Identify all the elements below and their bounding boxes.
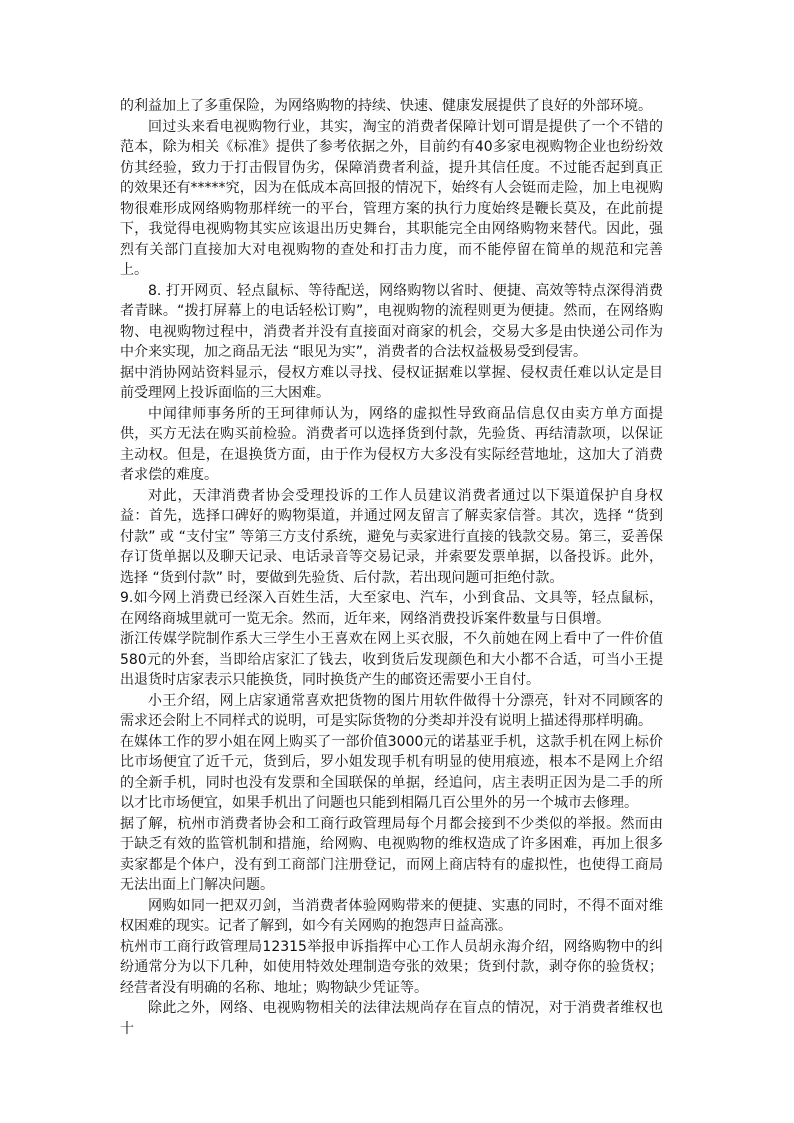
paragraph-4: 据中消协网站资料显示，侵权方难以寻找、侵权证据难以掌握、侵权责任难以认定是目前受理网上投诉面临的三大困难。 (120, 364, 663, 401)
paragraph-11: 据了解，杭州市消费者协会和工商行政管理局每个月都会接到不少类似的举报。然而由于缺乏有效的监管机制和措施，给网购、电视购物的维权造成了许多困难，再加上很多卖家都是个体户，没有到工商部门注册登记，而网上商店特有的虚拟性，也使得工商局无法出面上门解决问题。 (120, 815, 663, 893)
paragraph-14: 除此之外，网络、电视购物相关的法律法规尚存在盲点的情况，对于消费者维权也十 (120, 1000, 663, 1037)
paragraph-6: 对此，天津消费者协会受理投诉的工作人员建议消费者通过以下渠道保护自身权益：首先，选择口碑好的购物渠道，并通过网友留言了解卖家信誉。其次，选择 “货到付款” 或 “支付宝” 等第三方支付系统，避免与卖家进行直接的钱款交易。第三，妥善保存订货单据以及聊天记录、电话录音等交易记录，并索要发票单据，以备投诉。此外，选择 “货到付款” 时，要做到先验货、后付款，若出现问题可拒绝付款。 (120, 487, 663, 586)
paragraph-12: 网购如同一把双刃剑，当消费者体验网购带来的便捷、实惠的同时，不得不面对维权困难的现实。记者了解到，如今有关网购的抱怨声日益高涨。 (120, 897, 663, 934)
paragraph-2: 回过头来看电视购物行业，其实，淘宝的消费者保障计划可谓是提供了一个不错的范本，除为相关《标准》提供了参考依据之外，目前约有40多家电视购物企业也纷纷效仿其经验，致力于打击假冒伪劣，保障消费者利益，提升其信任度。不过能否起到真正的效果还有*****究，因为在低成本高回报的情况下，始终有人会铤而走险，加上电视购物很难形成网络购物那样统一的平台，管理方案的执行力度始终是鞭长莫及，在此前提下，我觉得电视购物其实应该退出历史舞台，其职能完全由网络购物来替代。因此，强烈有关部门直接加大对电视购物的查处和打击力度，而不能停留在简单的规范和完善上。 (120, 118, 663, 278)
paragraph-1: 的利益加上了多重保险，为网络购物的持续、快速、健康发展提供了良好的外部环境。 (120, 98, 652, 114)
paragraph-3: 8. 打开网页、轻点鼠标、等待配送，网络购物以省时、便捷、高效等特点深得消费者青睐。“拨打屏幕上的电话轻松订购”，电视购物的流程则更为便捷。然而，在网络购物、电视购物过程中，消费者并没有直接面对商家的机会，交易大多是由快递公司作为中介来实现，加之商品无法 “眼见为实”，消费者的合法权益极易受到侵害。 (120, 282, 663, 360)
paragraph-9: 小王介绍，网上店家通常喜欢把货物的图片用软件做得十分漂亮，针对不同顾客的需求还会附上不同样式的说明，可是实际货物的分类却并没有说明上描述得那样明确。 (120, 692, 663, 729)
paragraph-5: 中闻律师事务所的王珂律师认为，网络的虚拟性导致商品信息仅由卖方单方面提供，买方无法在购买前检验。消费者可以选择货到付款，先验货、再结清款项，以保证主动权。但是，在退换货方面，由于作为侵权方大多没有实际经营地址，这加大了消费者求偿的难度。 (120, 405, 663, 483)
paragraph-8: 浙江传媒学院制作系大三学生小王喜欢在网上买衣服，不久前她在网上看中了一件价值580元的外套，当即给店家汇了钱去，收到货后发现颜色和大小都不合适，可当小王提出退货时店家表示只能换货，同时换货产生的邮资还需要小王自付。 (120, 631, 663, 688)
paragraph-10: 在媒体工作的罗小姐在网上购买了一部价值3000元的诺基亚手机，这款手机在网上标价比市场便宜了近千元，货到后，罗小姐发现手机有明显的使用痕迹，根本不是网上介绍的全新手机，同时也没有发票和全国联保的单据，经追问，店主表明正因为是二手的所以才比市场便宜，如果手机出了问题也只能到相隔几百公里外的另一个城市去修理。 (120, 733, 663, 811)
document-body (120, 96, 663, 1039)
paragraph-7: 9.如今网上消费已经深入百姓生活，大至家电、汽车，小到食品、文具等，轻点鼠标，在网络商城里就可一览无余。然而，近年来，网络消费投诉案件数量与日俱增。 (120, 590, 663, 627)
paragraph-13: 杭州市工商行政管理局12315举报申诉指挥中心工作人员胡永海介绍，网络购物中的纠纷通常分为以下几种，如使用特效处理制造夸张的效果；货到付款，剥夺你的验货权；经营者没有明确的名称、地址；购物缺少凭证等。 (120, 938, 663, 996)
